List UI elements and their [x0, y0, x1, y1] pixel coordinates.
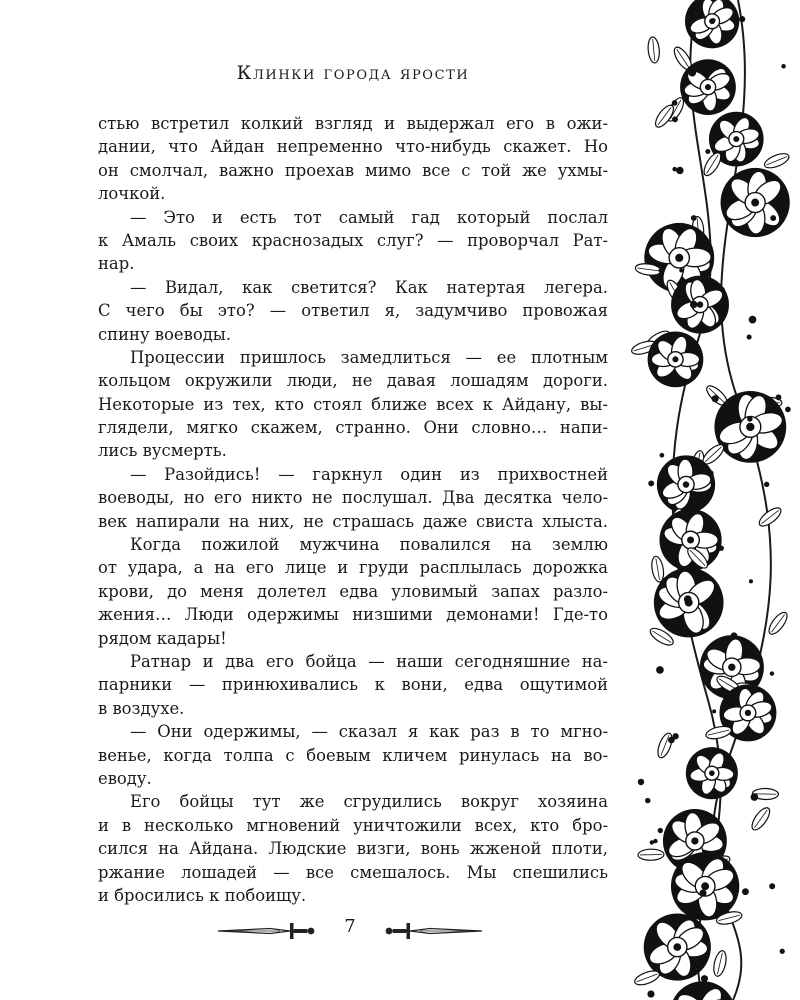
text-line: — Разойдись! — гаркнул один из прихвостней	[130, 464, 608, 484]
text-line: стью встретил колкий взгляд и выдержал его в ожи-	[98, 114, 608, 133]
text-line: Когда пожилой мужчина повалился на землю	[130, 535, 608, 555]
running-title: Клинки города ярости	[236, 62, 470, 84]
text-line: — Они одержимы, — сказал я как раз в то мгно-	[130, 722, 608, 742]
text-line: Ратнар и два его бойца — наши сегодняшние на-	[130, 651, 608, 671]
text-line: крови, до меня долетел едва уловимый запах разло-	[98, 581, 608, 601]
text-line: и бросились к побоищу.	[98, 885, 307, 905]
text-line: — Видал, как светится? Как натертая легера.	[130, 277, 608, 297]
text-line: сился на Айдана. Людские визги, вонь жженой плоти,	[98, 839, 608, 859]
text-line: он смолчал, важно проехав мимо все с той же ухмы-	[98, 160, 608, 180]
dagger-left-icon	[210, 920, 320, 942]
text-line: Его бойцы тут же сгрудились вокруг хозяина	[130, 792, 608, 812]
text-line: Некоторые из тех, кто стоял ближе всех к Айдану, вы-	[98, 394, 608, 414]
text-line: венье, когда толпа с боевым кличем ринулась на во-	[98, 745, 608, 765]
text-line: спину воеводы.	[98, 324, 232, 344]
text-line: рядом кадары!	[98, 628, 227, 648]
text-line: С чего бы это? — ответил я, задумчиво провожая	[98, 301, 608, 321]
floral-border-ornament	[628, 0, 800, 1000]
page-footer	[210, 910, 490, 950]
page-number: 7	[344, 916, 356, 937]
text-line: и в несколько мгновений уничтожили всех, кто бро-	[98, 815, 608, 835]
text-line: лись вусмерть.	[98, 441, 227, 461]
text-line: в воздухе.	[98, 698, 185, 718]
body-text	[98, 112, 608, 907]
text-line: дании, что Айдан непременно что-нибудь скажет. Но	[98, 137, 608, 157]
text-line: нар.	[98, 254, 135, 274]
text-line: — Это и есть тот самый гад который послал	[130, 207, 608, 227]
text-line: парники — принюхивались к вони, едва ощутимой	[98, 675, 608, 695]
text-line: от удара, а на его лице и груди расплылась дорожка	[98, 558, 608, 578]
text-line: к Амаль своих краснозадых слуг? — проворчал Рат-	[98, 230, 608, 250]
text-line: еводу.	[98, 768, 152, 788]
text-line: воеводы, но его никто не послушал. Два десятка чело-	[98, 488, 608, 508]
dagger-right-icon	[380, 920, 490, 942]
text-line: век напирали на них, не страшась даже свиста хлыста.	[98, 511, 608, 531]
text-line: жения… Люди одержимы низшими демонами! Где-то	[98, 605, 608, 625]
text-line: глядели, мягко скажем, странно. Они словно… напи-	[98, 418, 608, 438]
text-line: Процессии пришлось замедлиться — ее плотным	[130, 347, 608, 367]
text-line: кольцом окружили люди, не давая лошадям дороги.	[98, 371, 608, 391]
text-line: ржание лошадей — все смешалось. Мы спешились	[98, 862, 608, 882]
text-line: лочкой.	[98, 184, 166, 204]
